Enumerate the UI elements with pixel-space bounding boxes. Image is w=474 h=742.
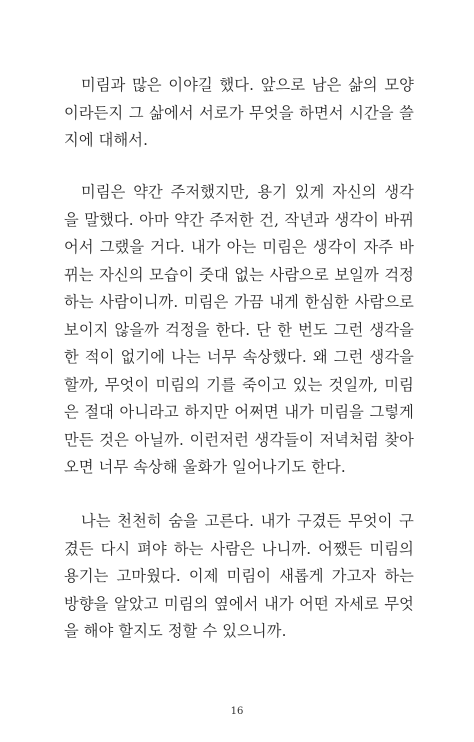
text-line: 을 말했다. 아마 약간 주저한 건, 작년과 생각이 바뀌 xyxy=(64,210,414,229)
page-number: 16 xyxy=(230,706,244,717)
text-line: 뀌는 자신의 모습이 줏대 없는 사람으로 보일까 걱정 xyxy=(64,265,414,284)
text-line: 할까, 무엇이 미림의 기를 죽이고 있는 것일까, 미림 xyxy=(64,375,414,394)
text-line: 방향을 알았고 미림의 옆에서 내가 어떤 자세로 무엇 xyxy=(64,594,414,613)
text-line: 오면 너무 속상해 울화가 일어나기도 한다. xyxy=(64,458,346,476)
text-line: 은 절대 아니라고 하지만 어쩌면 내가 미림을 그렇게 xyxy=(64,403,414,421)
text-line: 겼든 다시 펴야 하는 사람은 나니까. 어쨌든 미림의 xyxy=(64,539,414,558)
text-line: 어서 그랬을 거다. 내가 아는 미림은 생각이 자주 바 xyxy=(64,238,414,256)
text-line: 미림은 약간 주저했지만, 용기 있게 자신의 생각 xyxy=(81,183,414,201)
paragraph-1 xyxy=(64,72,414,155)
text-line: 한 적이 없기에 나는 너무 속상했다. 왜 그런 생각을 xyxy=(64,348,414,366)
text-line: 지에 대해서. xyxy=(64,131,149,149)
text-line: 용기는 고마웠다. 이제 미림이 새롭게 가고자 하는 xyxy=(64,567,414,585)
text-line: 을 해야 할지도 정할 수 있으니까. xyxy=(64,622,287,640)
text-line: 이라든지 그 삶에서 서로가 무엇을 하면서 시간을 쓸 xyxy=(64,103,414,122)
paragraph-3 xyxy=(64,508,414,646)
paragraph-2 xyxy=(64,179,414,482)
text-line: 나는 천천히 숨을 고른다. 내가 구겼든 무엇이 구 xyxy=(81,512,414,530)
text-line: 보이지 않을까 걱정을 한다. 단 한 번도 그런 생각을 xyxy=(64,320,414,339)
text-line: 만든 것은 아닐까. 이런저런 생각들이 저녁처럼 찾아 xyxy=(64,430,414,449)
text-line: 미림과 많은 이야길 했다. 앞으로 남은 삶의 모양 xyxy=(81,76,414,94)
text-line: 하는 사람이니까. 미림은 가끔 내게 한심한 사람으로 xyxy=(64,293,414,311)
